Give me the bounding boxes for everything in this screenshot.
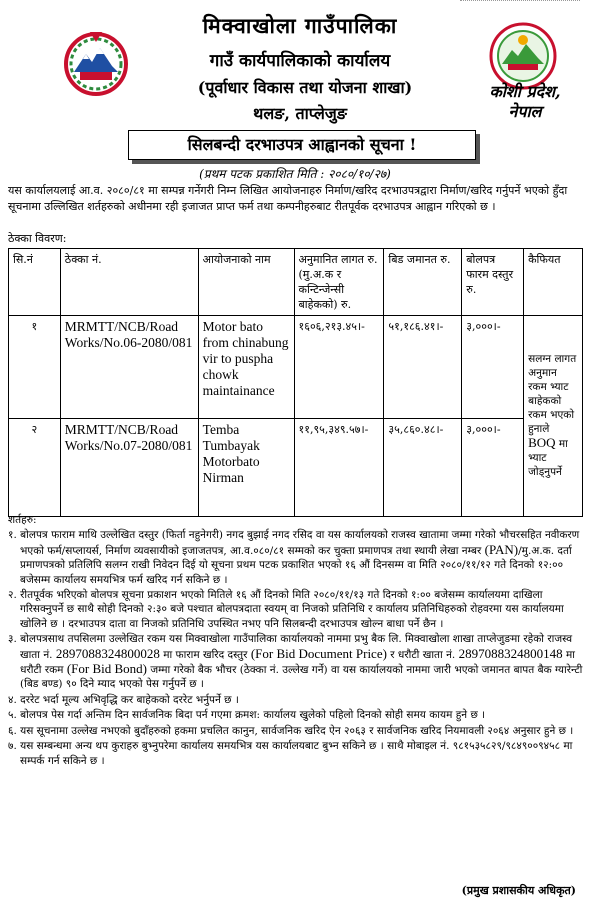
term-3-text-e: जम्मा गरेको बैक भौचर (ठेक्का नं. उल्लेख गर्ने) वा यस कार्यालयको नाममा जारी भएको जमानत बापत बैक ग्यारेन्टी (बिड बण्ड) ९० दिने म्याद भएको पेस गर्नुपर्ने छ । [20, 664, 583, 691]
col-project-name: आयोजनाको नाम [198, 249, 294, 316]
row-estimate: ११,९५,३४९.५७।- [294, 419, 384, 517]
contract-table [8, 248, 583, 517]
remarks-text: सलग्न लागत अनुमान रकम भ्याट बाहेकको रकम भएको हुनाले [528, 353, 577, 435]
row-remarks [524, 316, 583, 517]
row-bid-security: ५१,१८६.४१।- [384, 316, 462, 419]
terms-title: शर्तहरु: [8, 514, 37, 526]
remarks-boq: BOQ [528, 435, 556, 450]
term-4: ४. दररेट भर्दा मूल्य अभिवृद्धि कर बाहेकको दररेट भर्नुपर्ने छ । [8, 693, 239, 706]
term-7: ७. यस सम्बन्धमा अन्य थप कुराहरु बुभ्नुपरेमा कार्यालय समयभित्र यस कार्यालयबाट बुभ्न सकिने छ । साथै मोबाइल नं. ९८१५३५८२९/९८४९००९४५८ मा सम्पर्क गर्न सकिने छ । [8, 740, 573, 767]
term-3 [8, 632, 583, 692]
remarks-tail: मा भ्याट जोड्नुपर्ने [528, 438, 568, 478]
col-remarks: कैफियत [524, 249, 583, 316]
row-project-name: Motor bato from chinabung vir to puspha chowk maintainance [198, 316, 294, 419]
term-2: २. रीतपूर्वक भरिएको बोलपत्र सूचना प्रकाशन भएको मितिले १६ औं दिनको मिति २०८०/११/१३ गते दिनको १:०० बजेसम्म कार्यालयमा दाखिला गरिसक्नुपर्ने छ साथै सोही दिनको २:३० बजे पश्चात बोलपत्रदाता स्वयम् वा निजको प्रतिनिधि र कार्यालय प्रतिनिधिहरुको रोहवरमा यस कार्यालयमा खोलिने छ । दरभाउपत्र दाता वा निजको प्रतिनिधि उपस्थित नभए पनि सिलबन्दी दरभाउपत्र खोल्न बाधा पर्ने छैन । [8, 589, 564, 630]
term-1-pan: (PAN) [484, 541, 519, 557]
bid-bond-label: (For Bid Bond) [66, 661, 147, 677]
office-name: गाउँ कार्यपालिकाको कार्यालय [209, 51, 391, 71]
row-form-fee: ३,०००।- [462, 316, 524, 419]
province-line-1: कोशी प्रदेश, [489, 82, 561, 101]
signatory-title: (प्रमुख प्रशासकीय अधिकृत) [461, 884, 576, 897]
office-address: थलङ, ताप्लेजुङ [253, 104, 347, 123]
row-estimate: १६०६,२१३.४५।- [294, 316, 384, 419]
row-form-fee: ३,०००।- [462, 419, 524, 517]
col-form-fee: बोलपत्र फारम दस्तुर रु. [462, 249, 524, 316]
table-row [9, 316, 583, 419]
revenue-account-number: 2897088324800028 [55, 645, 160, 661]
intro-paragraph: यस कार्यालयलाई आ.व. २०८०/८१ मा सम्पन्न गर्नेगरी निम्न लिखित आयोजनाहरु निर्माण/खरिद दरभाउपत्रद्वारा निर्माण/खरिद गर्नुपर्ने भएको हुँदा सूचनामा उल्लिखित शर्तहरुको अधीनमा रही इजाजत प्राप्त फर्म तथा कम्पनीहरुबाट रीतपूर्वक दरभाउपत्र आह्वान गरिएको छ । [8, 184, 568, 213]
row-contract-no: MRMTT/NCB/Road Works/No.06-2080/081 [60, 316, 198, 419]
letterhead [0, 12, 590, 127]
row-sn: २ [9, 419, 61, 517]
branch-name: (पूर्वाधार विकास तथा योजना शाखा) [197, 78, 413, 97]
col-contract-no: ठेक्का नं. [60, 249, 198, 316]
term-1 [8, 528, 583, 587]
col-bid-security: बिड जमानत रु. [384, 249, 462, 316]
deposit-account-number: 2897088324800148 [458, 645, 563, 661]
term-3-text-d: मा धरौटी रकम [20, 648, 575, 677]
contract-details-label: ठेक्का विवरण: [8, 232, 67, 245]
bid-document-price-label: (For Bid Document Price) [250, 645, 387, 661]
row-bid-security: ३५,८६०.४८।- [384, 419, 462, 517]
province-name [470, 82, 580, 122]
table-header-row [9, 249, 583, 316]
table-row [9, 419, 583, 517]
municipality-name: मिक्वाखोला गाउँपालिका [202, 13, 398, 38]
col-sn: सि.नं [9, 249, 61, 316]
row-project-name: Temba Tumbayak Motorbato Nirman [198, 419, 294, 517]
top-dotted-line [460, 0, 580, 4]
term-5: ५. बोलपत्र पेस गर्दा अन्तिम दिन सार्वजनिक बिदा पर्न गएमा क्रमश: कार्यालय खुलेको पहिलो दिनको सोही समय कायम हुने छ । [8, 709, 486, 722]
term-6: ६. यस सूचनामा उल्लेख नभएको बुदाँहरुको हकमा प्रचलित कानुन, सार्वजनिक खरिद ऐन २०६३ र सार्वजनिक खरिद नियमावली २०६४ अनुसार हुने छ । [8, 724, 574, 737]
term-1-rest: /मु.अ.क. दर्ता प्रमाणपत्रको प्रतिलिपि सलग्न राखी निवेदन दिई यो सूचना प्रथम पटक प्रकाशित भएको १६ औं दिनसम्म वा मिति २०८०/११/१२ गते दिनको १२:०० बजेसम्म कार्यालय समयभित्र फर्म खरिद गर्न सकिने छ । [20, 544, 572, 586]
nepal-emblem-icon [60, 26, 132, 98]
term-1-text: १. बोलपत्र फाराम माथि उल्लेखित दस्तुर (फिर्ता नहुनेगरी) नगद बुझाई नगद रसिद वा यस कार्यालयको राजस्व खातामा जम्मा गरेको भौचरसहित नवीकरण भएको फर्म/सप्लायर्स, निर्माण व्यवसायीको इजाजतपत्र, आ.व.०८०/८१ सम्मको कर चुक्ता प्रमाणपत्र तथा स्थायी लेखा नम्बर [8, 529, 580, 557]
notice-title: सिलबन्दी दरभाउपत्र आह्वानको सूचना ! [128, 130, 476, 160]
publish-date: (प्रथम पटक प्रकाशित मिति : २०८०/१०/२७) [199, 167, 391, 181]
term-3-text-b: मा फाराम खरिद दस्तुर [163, 648, 248, 661]
row-sn: १ [9, 316, 61, 419]
province-line-2: नेपाल [508, 102, 542, 121]
term-3-text-c: र धरौटी खाता नं. [390, 648, 456, 661]
row-contract-no: MRMTT/NCB/Road Works/No.07-2080/081 [60, 419, 198, 517]
col-estimate: अनुमानित लागत रु. (मु.अ.क र कन्टिन्जेन्सी बाहेकको) रु. [294, 249, 384, 316]
term-3-text-a: ३. बोलपत्रसाथ तपसिलमा उल्लेखित रकम यस मिक्वाखोला गाउँपालिका कार्यालयको नाममा प्रभु बैक लि. मिक्वाखोला शाखा ताप्लेजुङमा रहेको राजस्व खाता नं. [8, 633, 573, 661]
terms-section [8, 513, 583, 769]
